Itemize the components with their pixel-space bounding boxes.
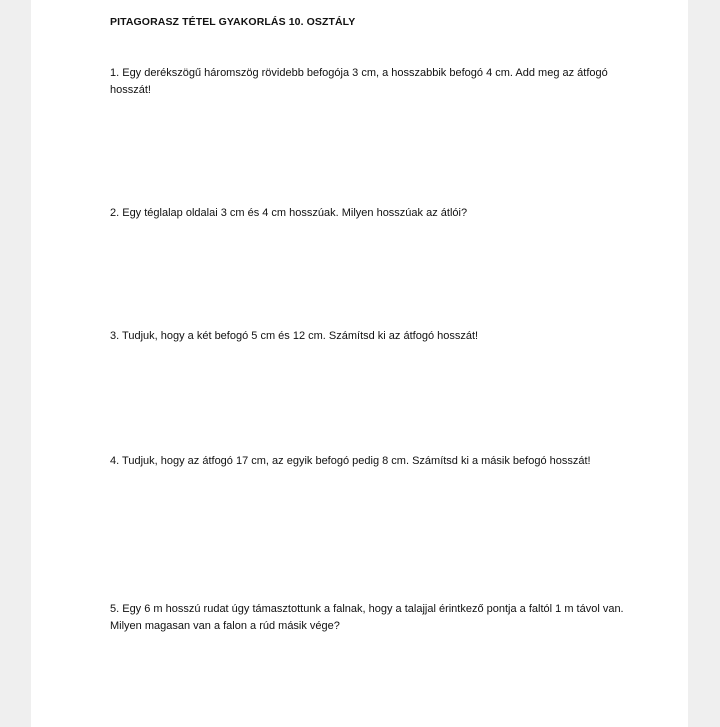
question-1: 1. Egy derékszögű háromszög rövidebb befogója 3 cm, a hosszabbik befogó 4 cm. Add meg az átfogó hosszát! xyxy=(110,67,608,96)
document-title: PITAGORASZ TÉTEL GYAKORLÁS 10. OSZTÁLY xyxy=(110,16,356,28)
question-2: 2. Egy téglalap oldalai 3 cm és 4 cm hosszúak. Milyen hosszúak az átlói? xyxy=(110,207,468,219)
question-5: 5. Egy 6 m hosszú rudat úgy támasztottunk a falnak, hogy a talajjal érintkező pontja a faltól 1 m távol van. Milyen magasan van a falon a rúd másik vége? xyxy=(110,603,624,632)
document-page xyxy=(31,0,688,727)
question-3: 3. Tudjuk, hogy a két befogó 5 cm és 12 cm. Számítsd ki az átfogó hosszát! xyxy=(110,330,479,342)
question-4: 4. Tudjuk, hogy az átfogó 17 cm, az egyik befogó pedig 8 cm. Számítsd ki a másik befogó hosszát! xyxy=(110,455,591,467)
